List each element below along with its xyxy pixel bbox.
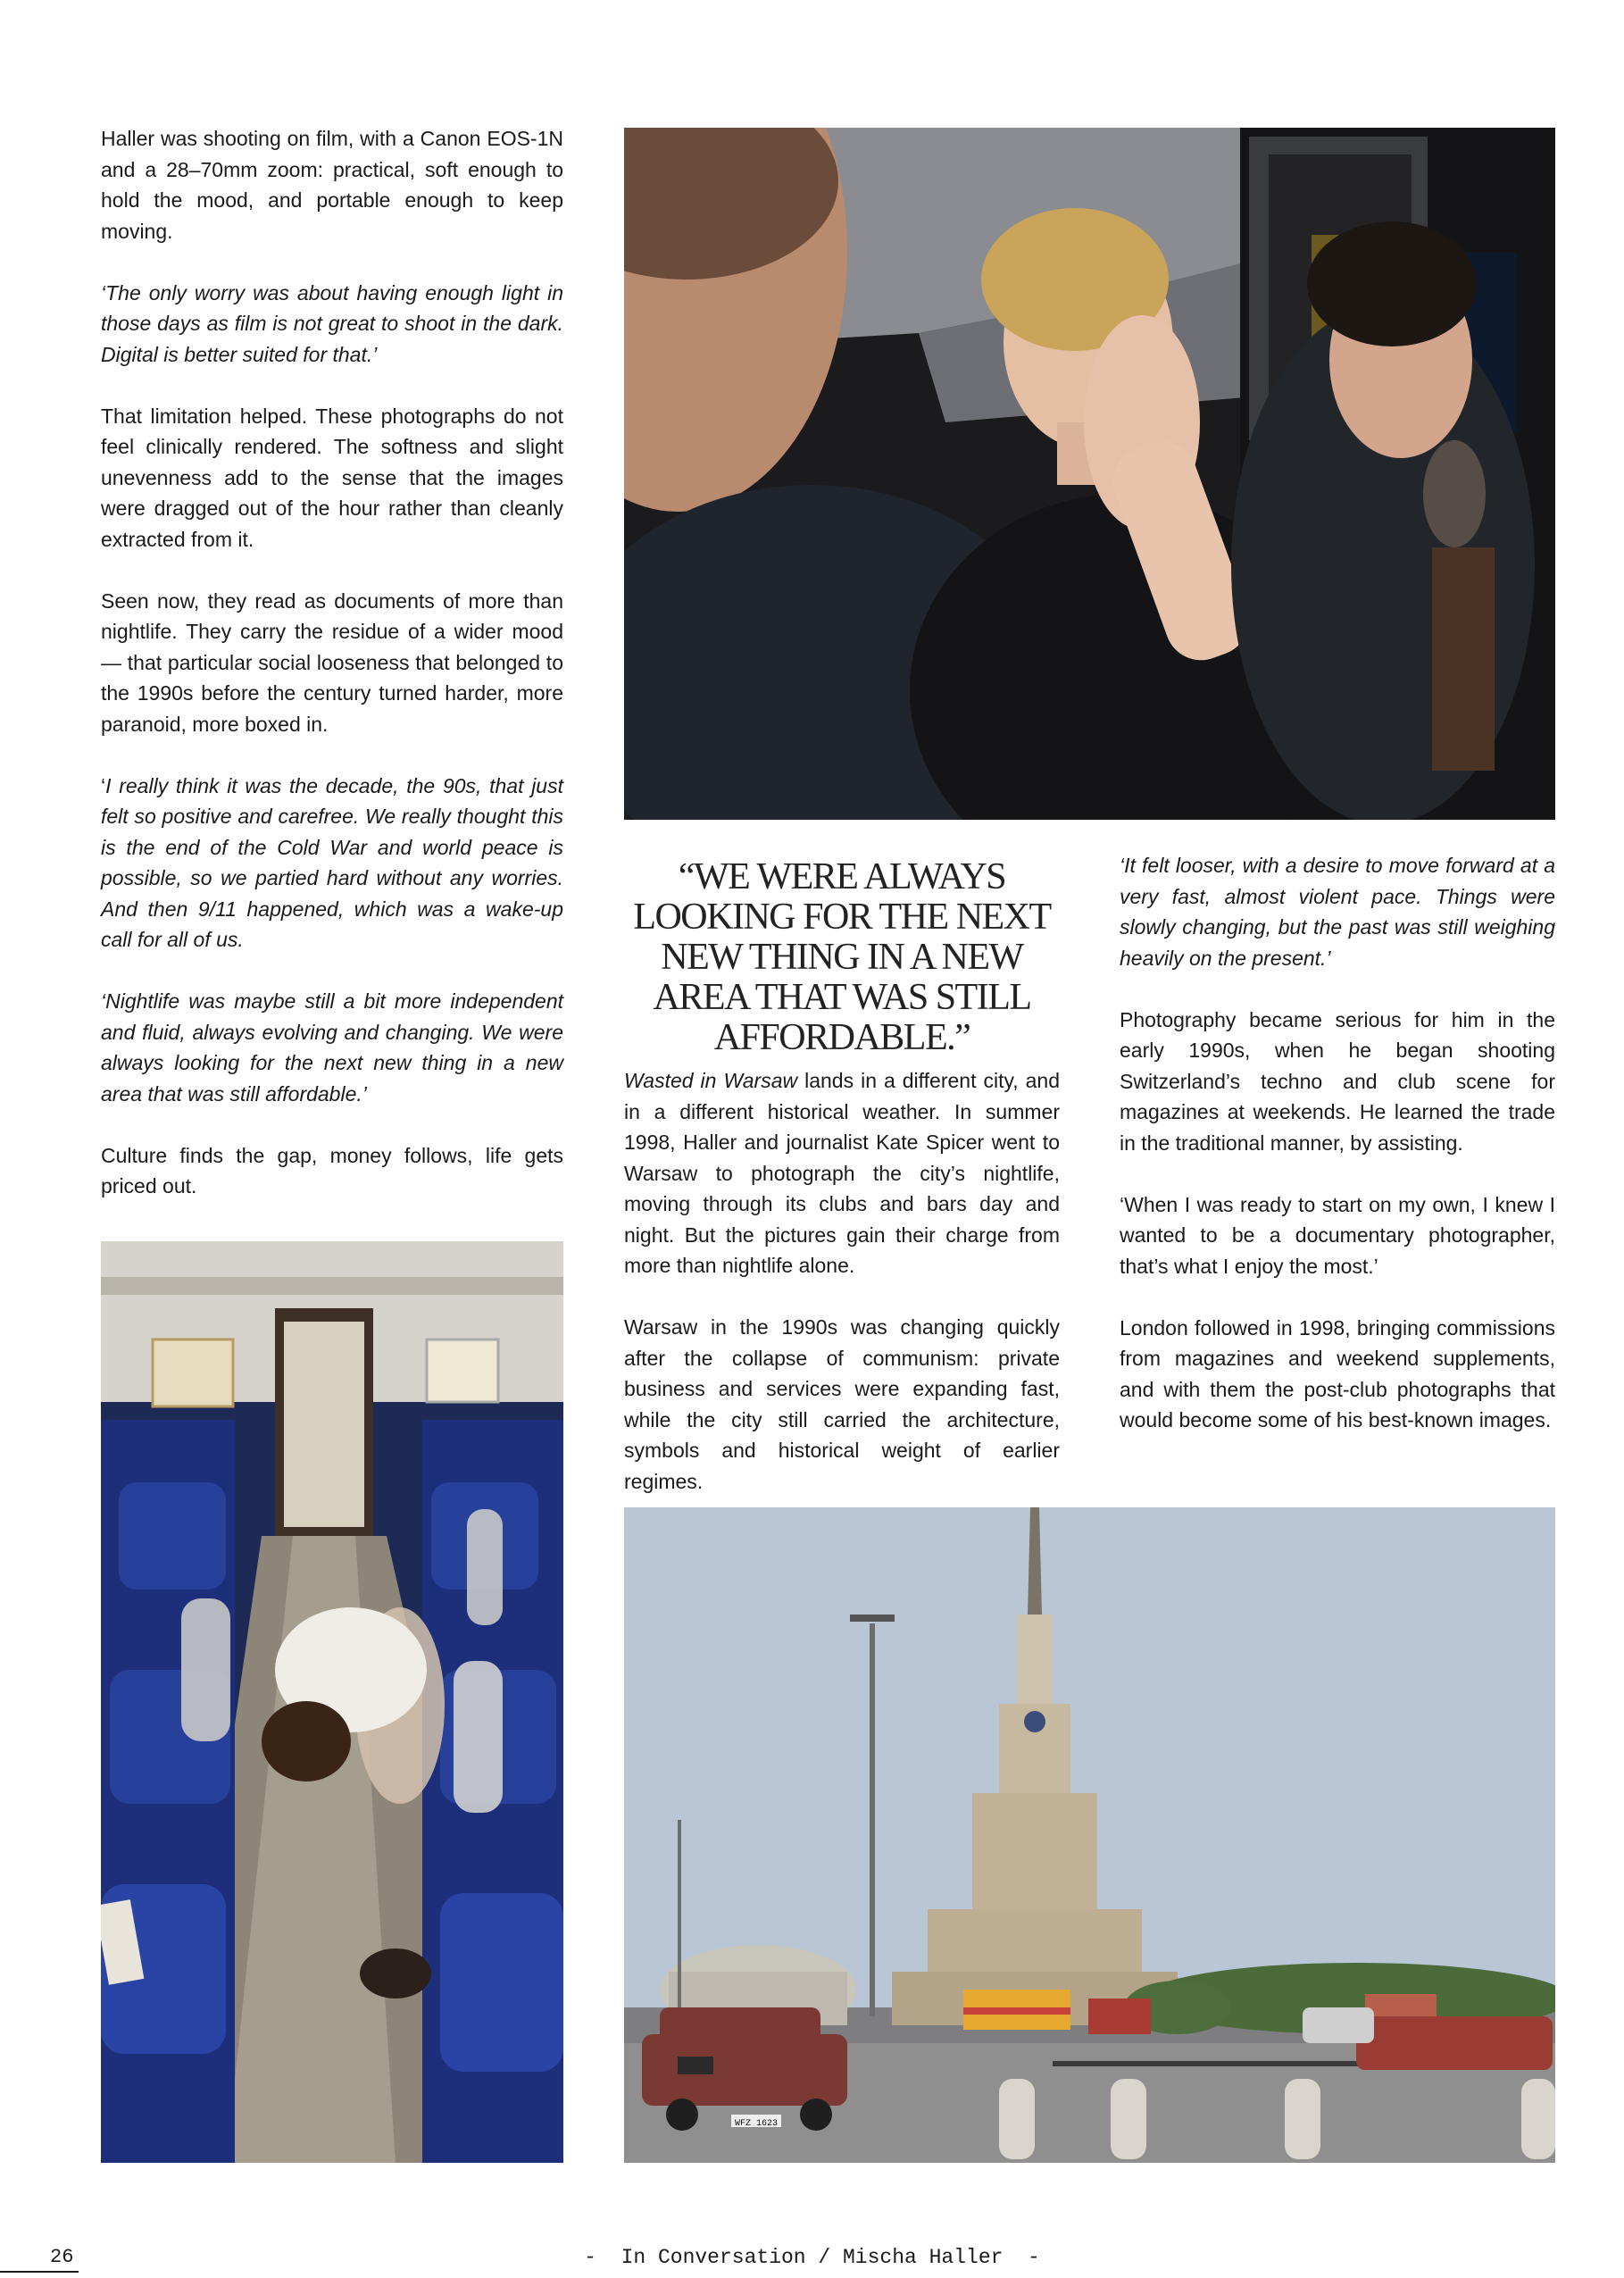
body-paragraph: Photography became serious for him in the early 1990s, when he began shooting Switzerland’s techno and club scene for magazines at weekends. He learned the trade in the traditional manner, by assisting. bbox=[1120, 1007, 1555, 1155]
quote-paragraph: ‘The only worry was about having enough light in those days as film is not great to shoot in the dark. Digital is better suited for that.’ bbox=[101, 280, 563, 366]
body-paragraph: Seen now, they read as documents of more than nightlife. They carry the residue of a wider mood — that particular social looseness that belonged to the 1990s before the century turned harder, more paranoid, more boxed in. bbox=[101, 588, 563, 736]
photo-club-party bbox=[624, 128, 1555, 820]
body-paragraph: Culture finds the gap, money follows, life gets priced out. bbox=[101, 1143, 563, 1197]
left-text-column bbox=[101, 123, 563, 1202]
quote-text: I really think it was the decade, the 90s, that just felt so positive and carefree. We really thought this is the end of the Cold War and world peace is possible, so we partied hard without any worries. And then 9/11 happened, which was a wake-up call for all of us. bbox=[101, 773, 563, 951]
quote-paragraph: ‘Nightlife was maybe still a bit more independent and fluid, always evolving and changing. We were always looking for the next new thing in a new area that was still affordable.’ bbox=[101, 989, 563, 1106]
body-text: lands in a different city, and in a different historical weather. In summer 1998, Haller and journalist Kate Spicer went to Warsaw to photograph the city’s nightlife, moving through its clubs and bars day and night. But the pictures gain their charge from more than nightlife alone. bbox=[624, 1069, 1061, 1277]
quote-open-mark: ‘ bbox=[101, 773, 106, 797]
quote-paragraph: ‘When I was ready to start on my own, I knew I wanted to be a documentary photographer, that’s what I enjoy the most.’ bbox=[1120, 1192, 1555, 1278]
running-footer: - In Conversation / Mischa Haller - bbox=[584, 2246, 1040, 2269]
publication-title: Wasted in Warsaw bbox=[624, 1069, 798, 1092]
quote-paragraph bbox=[101, 771, 563, 955]
right-text-column bbox=[1120, 850, 1555, 1436]
body-paragraph: Haller was shooting on film, with a Canon EOS-1N and a 28–70mm zoom: practical, soft enough to hold the mood, and portable enough to keep moving. bbox=[101, 127, 563, 243]
body-paragraph: London followed in 1998, bringing commissions from magazines and weekend supplements, and with them the post-club photographs that would become some of his best-known images. bbox=[1120, 1315, 1555, 1431]
photo-club-party-image bbox=[624, 128, 1555, 820]
middle-text-column bbox=[624, 1065, 1060, 1497]
photo-warsaw-palace bbox=[624, 1507, 1555, 2163]
photo-train-carriage bbox=[101, 1241, 563, 2163]
photo-train-carriage-image bbox=[101, 1241, 563, 2163]
photo-warsaw-palace-image bbox=[624, 1507, 1555, 2163]
pull-quote: “WE WERE ALWAYS LOOKING FOR THE NEXT NEW THING IN A NEW AREA THAT WAS STILL AFFORDABLE.” bbox=[633, 856, 1051, 1058]
body-paragraph: That limitation helped. These photographs do not feel clinically rendered. The softness and slight unevenness add to the sense that the images were dragged out of the hour rather than cleanly extracted from it. bbox=[101, 404, 563, 551]
body-paragraph: Warsaw in the 1990s was changing quickly after the collapse of communism: private business and services were expanding fast, while the city still carried the architecture, symbols and historical weight of earlier regimes. bbox=[624, 1315, 1060, 1493]
page-number: 26 bbox=[50, 2246, 74, 2268]
license-plate-text: WFZ 1623 bbox=[734, 2119, 779, 2129]
page-number-rule bbox=[0, 2271, 79, 2273]
quote-paragraph: ‘It felt looser, with a desire to move forward at a very fast, almost violent pace. Things were slowly changing, but the past was still weighing heavily on the present.’ bbox=[1120, 854, 1555, 970]
page-footer bbox=[0, 2246, 1624, 2273]
body-paragraph bbox=[624, 1065, 1060, 1281]
